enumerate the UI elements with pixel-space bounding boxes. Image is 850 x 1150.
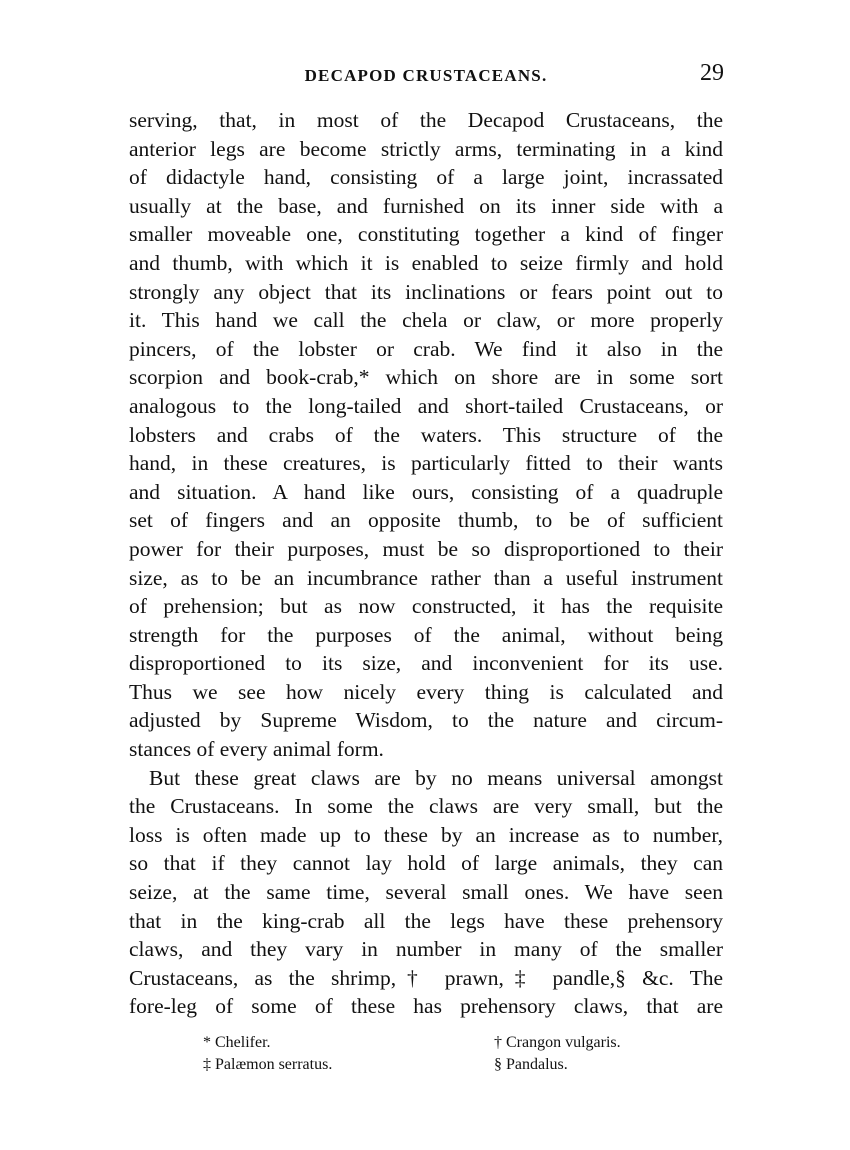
text-line: lobsters and crabs of the waters. This structure of the (129, 422, 723, 447)
text-line: usually at the base, and furnished on its inner side with a (129, 193, 723, 218)
text-line: and situation. A hand like ours, consisting of a quadruple (129, 479, 723, 504)
text-line: fore-leg of some of these has prehensory claws, that are (129, 994, 723, 1019)
text-line: loss is often made up to these by an increase as to number, (129, 822, 723, 847)
text-line: disproportioned to its size, and inconvenient for its use. (129, 651, 723, 676)
text-line: stances of every animal form. (129, 737, 384, 762)
text-line: smaller moveable one, constituting together a kind of finger (129, 222, 723, 247)
text-line: it. This hand we call the chela or claw, or more properly (129, 308, 723, 333)
text-line: and thumb, with which it is enabled to seize firmly and hold (129, 250, 723, 275)
text-line: seize, at the same time, several small ones. We have seen (129, 880, 723, 905)
footnote: ‡ Palæmon serratus. (203, 1056, 333, 1073)
text-line: of didactyle hand, consisting of a large joint, incrassated (129, 165, 723, 190)
text-line: of prehension; but as now constructed, it has the requisite (129, 594, 723, 619)
text-line: strength for the purposes of the animal, without being (129, 622, 723, 647)
text-line: pincers, of the lobster or crab. We find it also in the (129, 336, 723, 361)
text-line: power for their purposes, must be so disproportioned to their (129, 536, 723, 561)
text-line: the Crustaceans. In some the claws are very small, but the (129, 794, 723, 819)
text-line: scorpion and book-crab,* which on shore are in some sort (129, 365, 723, 390)
footnote: * Chelifer. (203, 1034, 271, 1051)
footnote: † Crangon vulgaris. (494, 1034, 621, 1051)
text-line: analogous to the long-tailed and short-tailed Crustaceans, or (129, 393, 723, 418)
text-line: anterior legs are become strictly arms, terminating in a kind (129, 136, 723, 161)
text-line: But these great claws are by no means universal amongst (149, 765, 723, 790)
text-line: that in the king-crab all the legs have these prehensory (129, 908, 723, 933)
text-line: Crustaceans, as the shrimp,† prawn,‡ pandle,§ &c. The (129, 965, 723, 990)
text-line: Thus we see how nicely every thing is calculated and (129, 679, 723, 704)
page-number: 29 (700, 60, 724, 86)
text-line: strongly any object that its inclinations or fears point out to (129, 279, 723, 304)
text-line: claws, and they vary in number in many of the smaller (129, 937, 723, 962)
text-line: adjusted by Supreme Wisdom, to the nature and circum- (129, 708, 723, 733)
text-line: size, as to be an incumbrance rather than a useful instrument (129, 565, 723, 590)
body-text (129, 106, 723, 1021)
running-title: DECAPOD CRUSTACEANS. (304, 66, 548, 85)
footnote: § Pandalus. (494, 1056, 568, 1073)
text-line: set of fingers and an opposite thumb, to be of sufficient (129, 508, 723, 533)
text-line: so that if they cannot lay hold of large animals, they can (129, 851, 723, 876)
text-line: serving, that, in most of the Decapod Crustaceans, the (129, 108, 723, 132)
text-line: hand, in these creatures, is particularly fitted to their wants (129, 451, 723, 476)
running-head (128, 62, 724, 90)
